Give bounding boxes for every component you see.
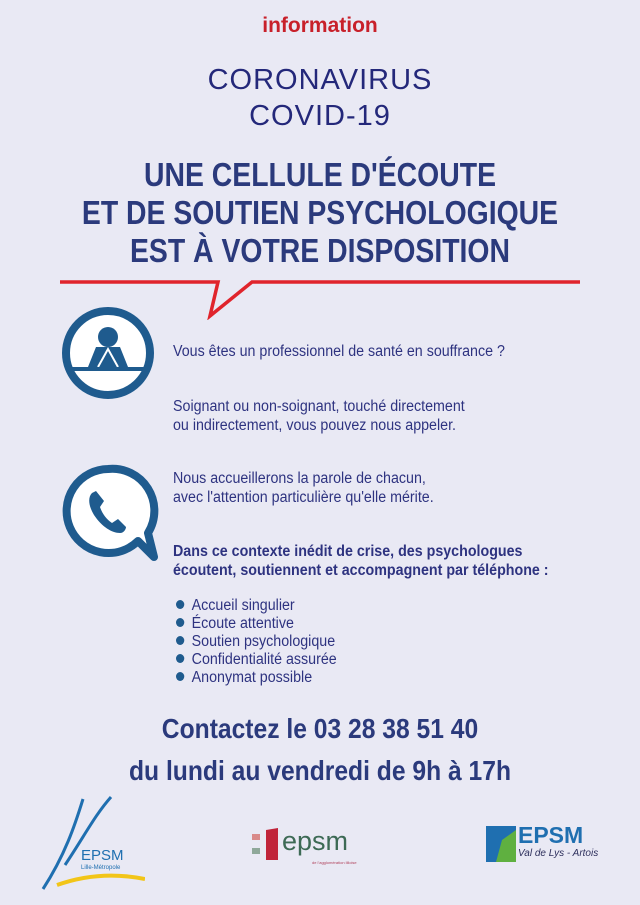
topic-line-1: CORONAVIRUS — [207, 64, 433, 96]
val-de-lys-mark-icon — [486, 826, 516, 862]
logo-sub: de l'agglomération lilloise — [312, 860, 357, 865]
paragraph-3 — [173, 542, 549, 580]
logo-epsm-agglomeration — [250, 826, 370, 866]
headline-line: UNE CELLULE D'ÉCOUTE — [143, 156, 497, 193]
paragraph-1 — [173, 397, 465, 435]
contact-phone: Contactez le 03 28 38 51 40 — [161, 713, 479, 744]
list-item — [176, 615, 337, 633]
topic-title — [0, 62, 640, 134]
logo-name: EPSM — [81, 847, 124, 864]
kicker-label: information — [262, 14, 378, 37]
logo-epsm-val-de-lys — [486, 822, 599, 866]
list-item-label: Soutien psychologique — [191, 633, 336, 650]
text-line: ou indirectement, vous pouvez nous appeler. — [173, 417, 457, 434]
text-line: Dans ce contexte inédit de crise, des psychologues — [173, 543, 523, 560]
bullet-icon — [176, 600, 184, 609]
bullet-icon — [176, 618, 184, 627]
list-item — [176, 633, 337, 651]
list-item-label: Anonymat possible — [191, 669, 313, 686]
question-text: Vous êtes un professionnel de santé en souffrance ? — [173, 343, 505, 360]
list-item — [176, 669, 337, 687]
bullet-icon — [176, 672, 184, 681]
bullet-icon — [176, 636, 184, 645]
list-item-label: Écoute attentive — [191, 615, 294, 632]
phone-chat-icon — [60, 463, 164, 563]
headline-line: ET DE SOUTIEN PSYCHOLOGIQUE — [81, 194, 559, 231]
logo-sub: Lille-Métropole — [81, 865, 121, 871]
distressed-person-icon — [60, 305, 156, 401]
list-item-label: Confidentialité assurée — [191, 651, 337, 668]
headline — [45, 156, 595, 270]
list-item — [176, 651, 337, 669]
contact-hours: du lundi au vendredi de 9h à 17h — [128, 755, 512, 786]
text-line: écoutent, soutiennent et accompagnent par téléphone : — [173, 562, 549, 579]
agglo-mark-icon — [250, 826, 280, 862]
list-item — [176, 597, 337, 615]
logo-name: epsm — [282, 826, 349, 856]
logo-epsm-lille-metropole — [35, 795, 145, 895]
text-line: Nous accueillerons la parole de chacun, — [173, 470, 426, 487]
paragraph-2 — [173, 469, 434, 507]
list-item-label: Accueil singulier — [191, 597, 295, 614]
text-line: avec l'attention particulière qu'elle mérite. — [173, 489, 434, 506]
topic-line-2: COVID-19 — [249, 100, 391, 132]
logo-sub: Val de Lys - Artois — [518, 848, 599, 859]
bullet-icon — [176, 654, 184, 663]
headline-line: EST À VOTRE DISPOSITION — [129, 232, 511, 269]
contact-block — [38, 708, 601, 792]
text-line: Soignant ou non-soignant, touché directement — [173, 398, 465, 415]
lille-swoosh-icon — [35, 795, 145, 895]
services-list — [176, 597, 337, 687]
logo-name: EPSM — [518, 822, 584, 848]
